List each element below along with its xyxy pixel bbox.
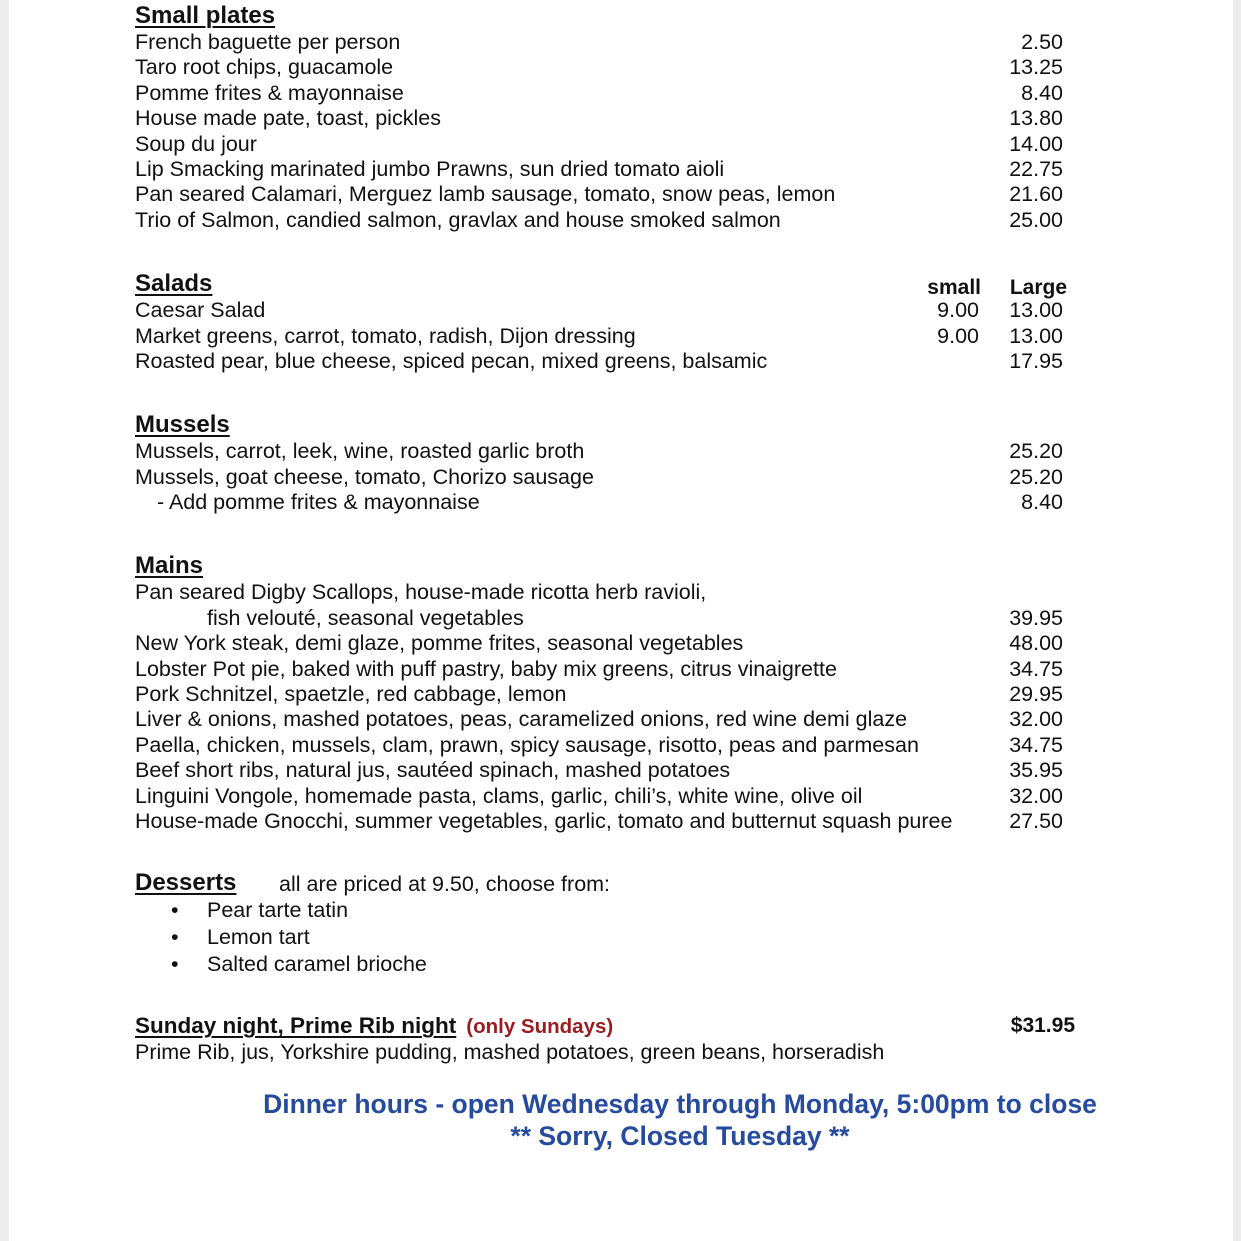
menu-item (135, 733, 1095, 758)
menu-item-price: 25.20 (1009, 464, 1063, 489)
menu-item-name: Taro root chips, guacamole (135, 55, 394, 80)
menu-item-price: 34.75 (1009, 732, 1063, 757)
menu-item-name: New York steak, demi glaze, pomme frites, seasonal vegetables (135, 631, 744, 656)
menu-page (9, 0, 1233, 1241)
menu-item (135, 580, 1095, 605)
bullet-icon: • (171, 898, 179, 923)
menu-item (135, 349, 1095, 374)
dessert-item (135, 897, 1095, 924)
dessert-name: Salted caramel brioche (207, 952, 427, 977)
section-special (135, 1012, 1095, 1065)
menu-item-price: 14.00 (1009, 131, 1063, 156)
menu-item-name: Roasted pear, blue cheese, spiced pecan, mixed greens, balsamic (135, 348, 768, 373)
hours-line-1: Dinner hours - open Wednesday through Monday, 5:00pm to close (263, 1089, 1097, 1119)
menu-item-name: House-made Gnocchi, summer vegetables, garlic, tomato and butternut squash puree (135, 808, 953, 833)
menu-item-price: 48.00 (1009, 631, 1063, 656)
dinner-hours (135, 1088, 1225, 1152)
menu-item-name: French baguette per person (135, 30, 401, 54)
section-title-small-plates: Small plates (135, 2, 276, 29)
section-title-mussels: Mussels (135, 411, 230, 439)
menu-item (135, 106, 1095, 131)
menu-item-price: 2.50 (1021, 30, 1063, 54)
menu-item-price: 39.95 (1009, 605, 1063, 630)
dessert-name: Lemon tart (207, 925, 310, 950)
menu-item (135, 30, 1095, 55)
menu-item-price: 13.25 (1009, 55, 1063, 80)
mussels-list (135, 439, 1095, 515)
menu-item (135, 784, 1095, 809)
menu-item (135, 81, 1095, 106)
menu-item (135, 55, 1095, 80)
special-description-row (135, 1040, 1095, 1065)
special-price: $31.95 (1010, 1014, 1075, 1038)
section-desserts (135, 868, 1095, 978)
special-description: Prime Rib, jus, Yorkshire pudding, mashed potatoes, green beans, horseradish (135, 1040, 885, 1065)
section-small-plates (135, 1, 1095, 233)
salads-col-large: Large (1009, 276, 1067, 300)
dessert-name: Pear tarte tatin (207, 898, 349, 923)
menu-item (135, 157, 1095, 182)
desserts-title: Desserts (135, 869, 237, 897)
dessert-item (135, 951, 1095, 978)
section-title-mains: Mains (135, 552, 204, 580)
menu-item-price: 32.00 (1009, 783, 1063, 808)
menu-item (135, 809, 1095, 834)
menu-item-name: Market greens, carrot, tomato, radish, Dijon dressing (135, 323, 636, 348)
menu-item (135, 657, 1095, 682)
menu-item (135, 324, 1095, 349)
menu-item (135, 298, 1095, 323)
menu-item-name: Pomme frites & mayonnaise (135, 80, 404, 105)
bullet-icon: • (171, 925, 179, 950)
menu-item-price-large: 17.95 (1009, 348, 1063, 373)
menu-item-price-small: 9.00 (937, 298, 979, 323)
menu-item-price: 25.20 (1009, 439, 1063, 464)
section-salads (135, 269, 1095, 374)
menu-item-price-large: 13.00 (1009, 298, 1063, 323)
section-mussels (135, 410, 1095, 515)
menu-item (135, 707, 1095, 732)
salads-list (135, 298, 1095, 374)
menu-item-name: - Add pomme frites & mayonnaise (157, 490, 480, 515)
menu-item-name: Mussels, goat cheese, tomato, Chorizo sausage (135, 464, 594, 489)
menu-content (135, 0, 1095, 1066)
menu-item-price: 22.75 (1009, 156, 1063, 181)
menu-item-price: 8.40 (1021, 80, 1063, 105)
menu-item-name: Pork Schnitzel, spaetzle, red cabbage, lemon (135, 682, 567, 707)
menu-item (135, 490, 1095, 515)
menu-item-name: Paella, chicken, mussels, clam, prawn, spicy sausage, risotto, peas and parmesan (135, 732, 919, 757)
mains-list (135, 631, 1095, 834)
menu-item (135, 208, 1095, 233)
menu-item-price: 13.80 (1009, 106, 1063, 131)
menu-item-price: 8.40 (1021, 490, 1063, 515)
menu-item-price: 32.00 (1009, 707, 1063, 732)
menu-item (135, 439, 1095, 464)
menu-item-name: Beef short ribs, natural jus, sautéed spinach, mashed potatoes (135, 758, 731, 783)
bullet-icon: • (171, 952, 179, 977)
desserts-list (135, 897, 1095, 978)
menu-item (135, 758, 1095, 783)
small-plates-list (135, 30, 1095, 233)
special-note: (only Sundays) (466, 1015, 614, 1039)
menu-item-name: Soup du jour (135, 131, 257, 156)
menu-item-price: 34.75 (1009, 656, 1063, 681)
menu-item (135, 465, 1095, 490)
menu-item-name: Linguini Vongole, homemade pasta, clams, garlic, chili’s, white wine, olive oil (135, 783, 863, 808)
menu-item-name: Lobster Pot pie, baked with puff pastry, baby mix greens, citrus vinaigrette (135, 656, 837, 681)
menu-item-name: Lip Smacking marinated jumbo Prawns, sun dried tomato aioli (135, 156, 725, 181)
menu-item-name: House made pate, toast, pickles (135, 106, 441, 131)
menu-item-price: 21.60 (1009, 182, 1063, 207)
menu-item-price-small: 9.00 (937, 323, 979, 348)
menu-item (135, 631, 1095, 656)
menu-item-name: Mussels, carrot, leek, wine, roasted garlic broth (135, 439, 585, 464)
menu-item-name: fish velouté, seasonal vegetables (207, 605, 524, 630)
special-title: Sunday night, Prime Rib night (135, 1013, 457, 1039)
section-title-desserts (135, 868, 1095, 897)
menu-item (135, 682, 1095, 707)
special-heading (135, 1012, 1095, 1040)
menu-item-name: Liver & onions, mashed potatoes, peas, caramelized onions, red wine demi glaze (135, 707, 908, 732)
menu-item-price-large: 13.00 (1009, 323, 1063, 348)
menu-item-price: 29.95 (1009, 682, 1063, 707)
section-title-salads (135, 269, 1095, 298)
section-mains (135, 551, 1095, 834)
menu-item-name: Trio of Salmon, candied salmon, gravlax and house smoked salmon (135, 207, 781, 232)
dessert-item (135, 924, 1095, 951)
salads-col-small: small (927, 276, 981, 300)
desserts-note: all are priced at 9.50, choose from: (279, 872, 611, 897)
menu-item-price: 25.00 (1009, 207, 1063, 232)
menu-item-name: Pan seared Calamari, Merguez lamb sausage, tomato, snow peas, lemon (135, 182, 836, 207)
hours-line-2: ** Sorry, Closed Tuesday ** (510, 1121, 850, 1151)
menu-item (135, 606, 1095, 631)
menu-item-name: Pan seared Digby Scallops, house-made ricotta herb ravioli, (135, 580, 707, 605)
menu-item-name: Caesar Salad (135, 298, 266, 323)
menu-item (135, 182, 1095, 207)
salads-title: Salads (135, 270, 213, 298)
menu-item (135, 132, 1095, 157)
menu-item-price: 35.95 (1009, 758, 1063, 783)
menu-item-price: 27.50 (1009, 808, 1063, 833)
